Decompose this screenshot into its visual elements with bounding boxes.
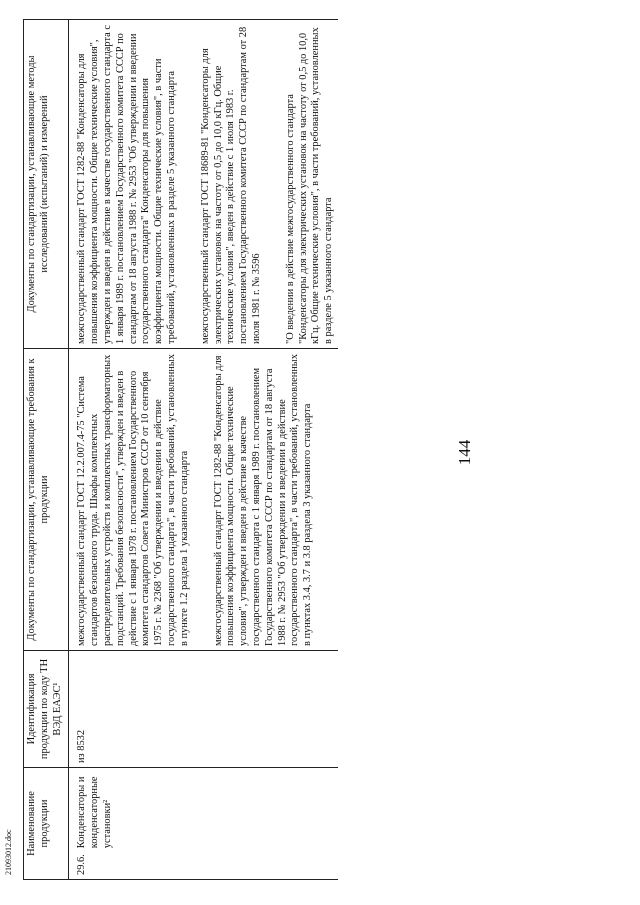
header-product-name: Наименование продукции <box>24 768 69 880</box>
table-header-row <box>24 20 69 880</box>
product-code: из 8532 <box>69 651 338 768</box>
row-number: 29.6. <box>76 854 88 875</box>
requirement-doc: межгосударственный стандарт ГОСТ 1282-88 "Конденсаторы для повышения коэффициента мощности. Общие технические условия", утвержден и введен в действие в качестве государственного стандарта с 1 января 1989 г. постановлением Государственного комитета СССР по стандартам от 18 августа 1988 г. № 2953 "Об утверждении и введении в действие государственного стандарта", в части требований, установленных в пунктах 3.4, 3.7 и 3.8 раздела 3 указанного стандарта <box>212 354 314 646</box>
table-row <box>69 20 338 880</box>
standards-table <box>23 19 338 880</box>
product-cell <box>69 768 338 880</box>
method-docs-cell <box>69 20 338 349</box>
header-product-code: Идентификация продукции по коду ТН ВЭД ЕАЭС¹ <box>24 651 69 768</box>
file-identifier: 21093012.doc <box>4 829 13 875</box>
requirement-docs-cell <box>69 349 338 651</box>
page-number: 144 <box>455 439 474 466</box>
method-doc: "О введении в действие межгосударственного стандарта "Конденсаторы для электрических установок на частоту от 0,5 до 10,0 кГц. Общие технические условия", в части требований, установленных в разделе 5 указанного стандарта <box>284 27 335 344</box>
product-name: Конденсаторы и конденсаторные установки² <box>76 776 113 849</box>
requirement-doc: межгосударственный стандарт ГОСТ 12.2.007.4-75 "Система стандартов безопасного труда. Шкафы комплектных распределительных устройств и комплектных трансформаторных подстанций. Требования безопасности", утвержден и введен в действие с 1 января 1978 г. постановлением Государственного комитета стандартов Совета Министров СССР от 10 сентября 1975 г. № 2368 "Об утверждении и введении в действие государственного стандарта", в части требований, установленных в пункте 1.2 раздела 1 указанного стандарта <box>76 354 190 646</box>
header-method-docs: Документы по стандартизации, устанавливающие методы исследований (испытаний) и измерений <box>24 20 69 349</box>
header-requirement-docs: Документы по стандартизации, устанавливающие требования к продукции <box>24 349 69 651</box>
method-doc: межгосударственный стандарт ГОСТ 1282-88 "Конденсаторы для повышения коэффициента мощности. Общие технические условия", утвержден и введен в действие в качестве государственного стандарта с 1 января 1989 г. постановлением Государственного комитета СССР по стандартам от 18 августа 1988 г. № 2953 "Об утверждении и введении государственного стандарта" Конденсаторы для повышения коэффициента мощности. Общие технические условия", в части требований, установленных в разделе 5 указанного стандарта <box>76 25 177 344</box>
method-doc: межгосударственный стандарт ГОСТ 18689-81 "Конденсаторы для электрических установок на частоту от 0,5 до 10,0 кГц. Общие технические условия", введен в действие с 1 июля 1983 г. постановлением Государственного комитета СССР по стандартам от 28 июля 1981 г. № 3596 <box>199 26 262 344</box>
